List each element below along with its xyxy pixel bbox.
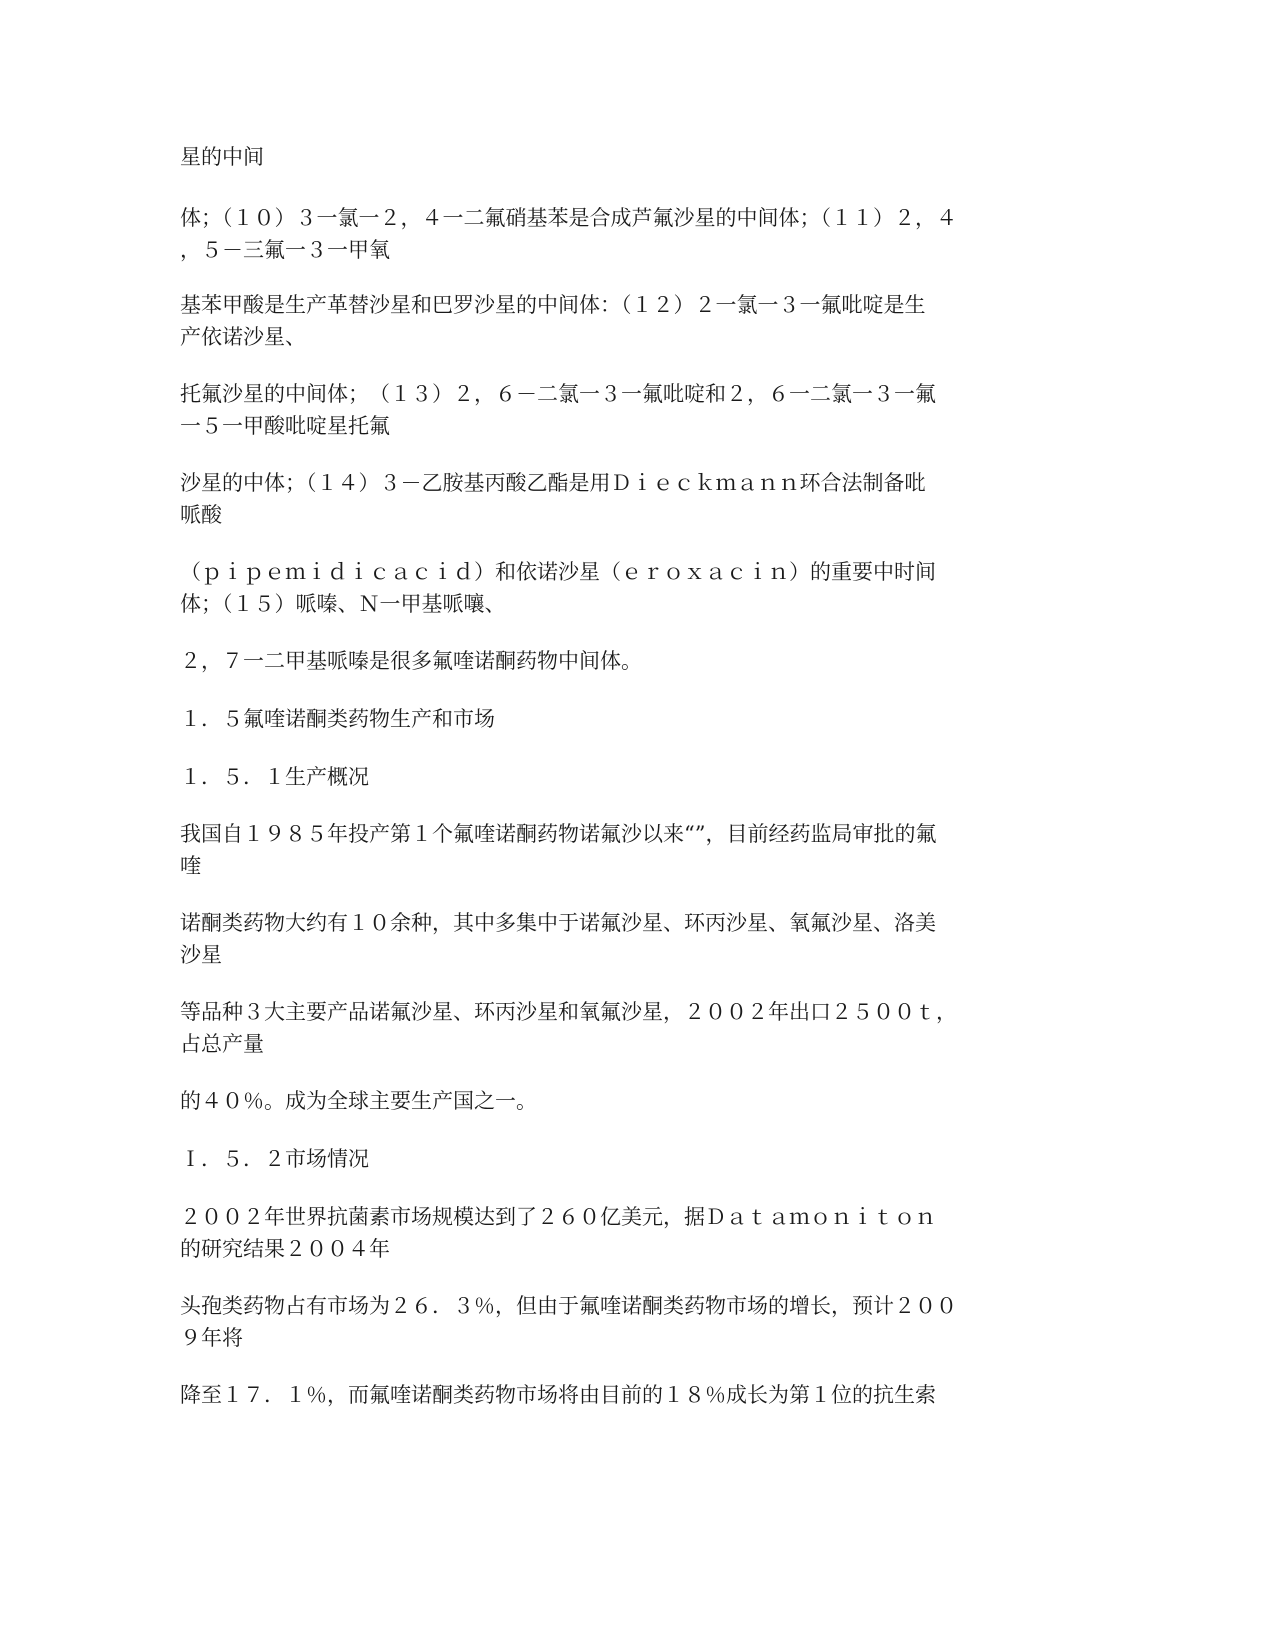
text-line: ２，７一二甲基哌嗪是很多氟喹诺酮药物中间体。 — [180, 649, 642, 673]
text-line: 一５一甲酸吡啶星托氟 — [180, 414, 390, 438]
text-line: 喹 — [180, 854, 201, 878]
text-line: ，５－三氟一３一甲氧 — [180, 238, 390, 262]
paragraph-15 — [180, 1201, 1060, 1265]
text-line: 占总产量 — [180, 1032, 264, 1056]
text-line: （ｐｉｐｅｍｉｄｉｃａｃｉｄ）和依诺沙星（ｅｒｏｘａｃｉｎ）的重要中时间 — [180, 560, 936, 584]
paragraph-7 — [180, 645, 1060, 677]
text-line: 星的中间 — [180, 145, 264, 169]
text-line: 诺酮类药物大约有１０余种，其中多集中于诺氟沙星、环丙沙星、氧氟沙星、洛美 — [180, 911, 936, 935]
section-heading-1-5 — [180, 703, 1060, 735]
paragraph-10 — [180, 818, 1060, 882]
document-page — [180, 0, 1060, 1650]
paragraph-1 — [180, 141, 1060, 173]
text-line: ２００２年世界抗菌素市场规模达到了２６０亿美元，据Ｄａｔａｍｏｎｉｔｏｎ — [180, 1205, 936, 1229]
paragraph-12 — [180, 996, 1060, 1060]
text-line: 哌酸 — [180, 503, 222, 527]
heading-text: １．５氟喹诺酮类药物生产和市场 — [180, 707, 495, 731]
paragraph-4 — [180, 378, 1060, 442]
text-line: 产依诺沙星、 — [180, 325, 306, 349]
section-heading-1-5-1 — [180, 761, 1060, 793]
paragraph-6 — [180, 556, 1060, 620]
paragraph-3 — [180, 289, 1060, 353]
text-line: 我国自１９８５年投产第１个氟喹诺酮药物诺氟沙以来“”，目前经药监局审批的氟 — [180, 822, 937, 846]
text-line: 降至１７．１％，而氟喹诺酮类药物市场将由目前的１８％成长为第１位的抗生索 — [180, 1383, 936, 1407]
text-line: 头孢类药物占有市场为２６．３％，但由于氟喹诺酮类药物市场的增长，预计２００ — [180, 1294, 957, 1318]
paragraph-13 — [180, 1085, 1060, 1117]
text-line: 体；（１０）３一氯一２，４一二氟硝基苯是合成芦氟沙星的中间体；（１１）２，４ — [180, 206, 957, 230]
paragraph-2 — [180, 202, 1060, 266]
heading-text: Ｉ．５．２市场情况 — [180, 1147, 369, 1171]
heading-text: １．５．１生产概况 — [180, 765, 369, 789]
paragraph-16 — [180, 1290, 1060, 1354]
paragraph-17 — [180, 1379, 1060, 1411]
text-line: 的研究结果２００４年 — [180, 1237, 390, 1261]
text-line: 托氟沙星的中间体； （１３）２，６－二氯一３一氟吡啶和２，６一二氯一３一氟 — [180, 382, 936, 406]
text-line: 的４０％。成为全球主要生产国之一。 — [180, 1089, 537, 1113]
text-line: 沙星 — [180, 943, 222, 967]
text-line: 沙星的中体；（１４）３－乙胺基丙酸乙酯是用Ｄｉｅｃｋｍａｎｎ环合法制备吡 — [180, 471, 926, 495]
paragraph-5 — [180, 467, 1060, 531]
text-line: 等品种３大主要产品诺氟沙星、环丙沙星和氧氟沙星，２００２年出口２５００ｔ， — [180, 1000, 957, 1024]
text-line: 体；（１５）哌嗪、Ｎ一甲基哌嚷、 — [180, 592, 506, 616]
paragraph-11 — [180, 907, 1060, 971]
section-heading-1-5-2 — [180, 1143, 1060, 1175]
text-line: 基苯甲酸是生产革替沙星和巴罗沙星的中间体：（１２）２一氯一３一氟吡啶是生 — [180, 293, 926, 317]
text-line: ９年将 — [180, 1326, 243, 1350]
